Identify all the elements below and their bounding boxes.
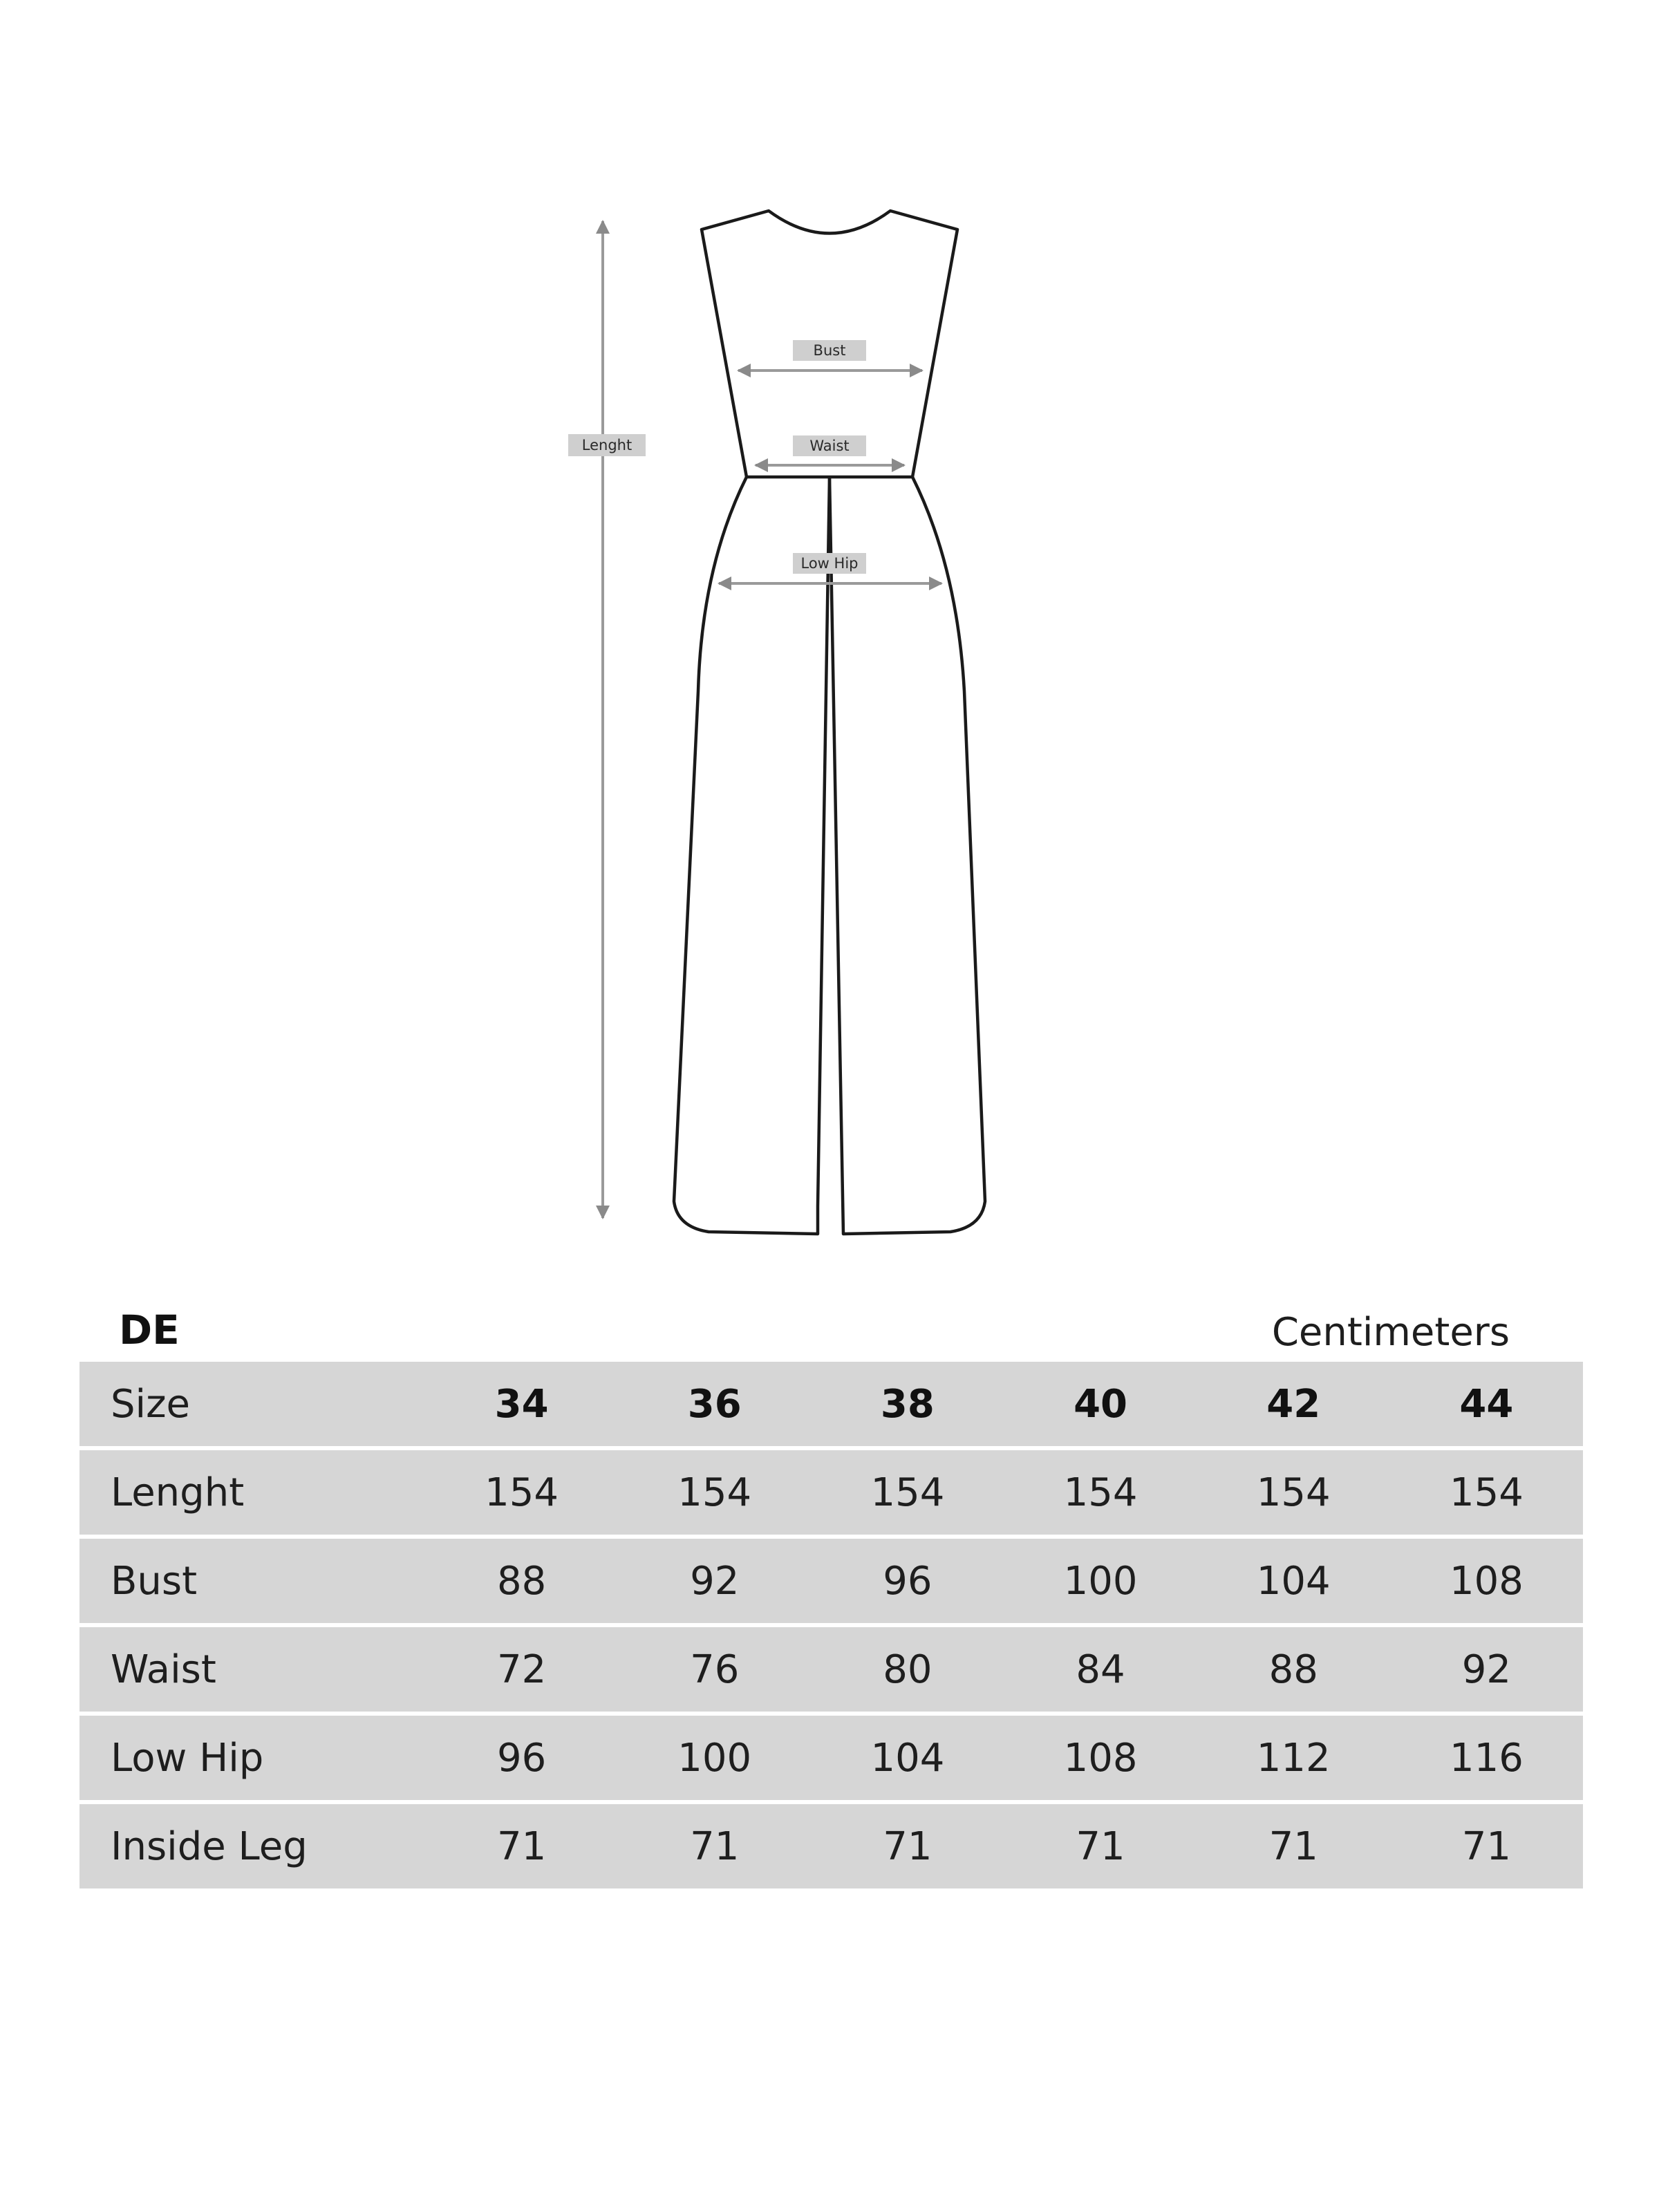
table-cell: 71	[425, 1804, 618, 1888]
table-cell: 108	[1004, 1716, 1197, 1804]
size-chart-table	[79, 1362, 1583, 1888]
table-cell: 154	[1004, 1450, 1197, 1539]
size-44: 44	[1390, 1362, 1583, 1450]
row-label-inside-leg: Inside Leg	[79, 1804, 425, 1888]
table-cell: 96	[811, 1539, 1004, 1627]
region-label: DE	[119, 1306, 180, 1353]
table-cell: 88	[1197, 1627, 1390, 1716]
jumpsuit-outline	[702, 211, 985, 1234]
table-header-row	[79, 1362, 1583, 1450]
length-tag-label: Lenght	[581, 437, 632, 453]
table-cell: 71	[811, 1804, 1004, 1888]
size-42: 42	[1197, 1362, 1390, 1450]
table-row	[79, 1804, 1583, 1888]
table-row	[79, 1539, 1583, 1627]
table-cell: 96	[425, 1716, 618, 1804]
size-38: 38	[811, 1362, 1004, 1450]
table-cell: 108	[1390, 1539, 1583, 1627]
right-leg-outline	[830, 477, 985, 1234]
table-cell: 71	[1004, 1804, 1197, 1888]
table-cell: 154	[425, 1450, 618, 1539]
table-row	[79, 1716, 1583, 1804]
table-cell: 76	[618, 1627, 811, 1716]
table-cell: 71	[618, 1804, 811, 1888]
low-hip-tag-label: Low Hip	[800, 555, 859, 572]
row-label-length: Lenght	[79, 1450, 425, 1539]
table-cell: 80	[811, 1627, 1004, 1716]
size-36: 36	[618, 1362, 811, 1450]
table-cell: 84	[1004, 1627, 1197, 1716]
table-cell: 104	[1197, 1539, 1390, 1627]
table-cell: 154	[618, 1450, 811, 1539]
table-cell: 88	[425, 1539, 618, 1627]
unit-label: Centimeters	[1271, 1310, 1510, 1355]
table-cell: 71	[1390, 1804, 1583, 1888]
table-cell: 92	[618, 1539, 811, 1627]
table-row	[79, 1450, 1583, 1539]
table-cell: 112	[1197, 1716, 1390, 1804]
row-label-bust: Bust	[79, 1539, 425, 1627]
size-header-label: Size	[79, 1362, 425, 1450]
table-cell: 104	[811, 1716, 1004, 1804]
table-cell: 100	[618, 1716, 811, 1804]
row-label-low-hip: Low Hip	[79, 1716, 425, 1804]
table-cell: 100	[1004, 1539, 1197, 1627]
table-cell: 116	[1390, 1716, 1583, 1804]
bust-tag-label: Bust	[813, 342, 846, 359]
table-cell: 154	[1197, 1450, 1390, 1539]
size-40: 40	[1004, 1362, 1197, 1450]
waist-tag-label: Waist	[809, 438, 850, 454]
left-leg-outline	[674, 477, 830, 1234]
table-cell: 71	[1197, 1804, 1390, 1888]
table-row	[79, 1627, 1583, 1716]
size-34: 34	[425, 1362, 618, 1450]
table-cell: 92	[1390, 1627, 1583, 1716]
table-cell: 154	[1390, 1450, 1583, 1539]
table-cell: 72	[425, 1627, 618, 1716]
row-label-waist: Waist	[79, 1627, 425, 1716]
table-cell: 154	[811, 1450, 1004, 1539]
